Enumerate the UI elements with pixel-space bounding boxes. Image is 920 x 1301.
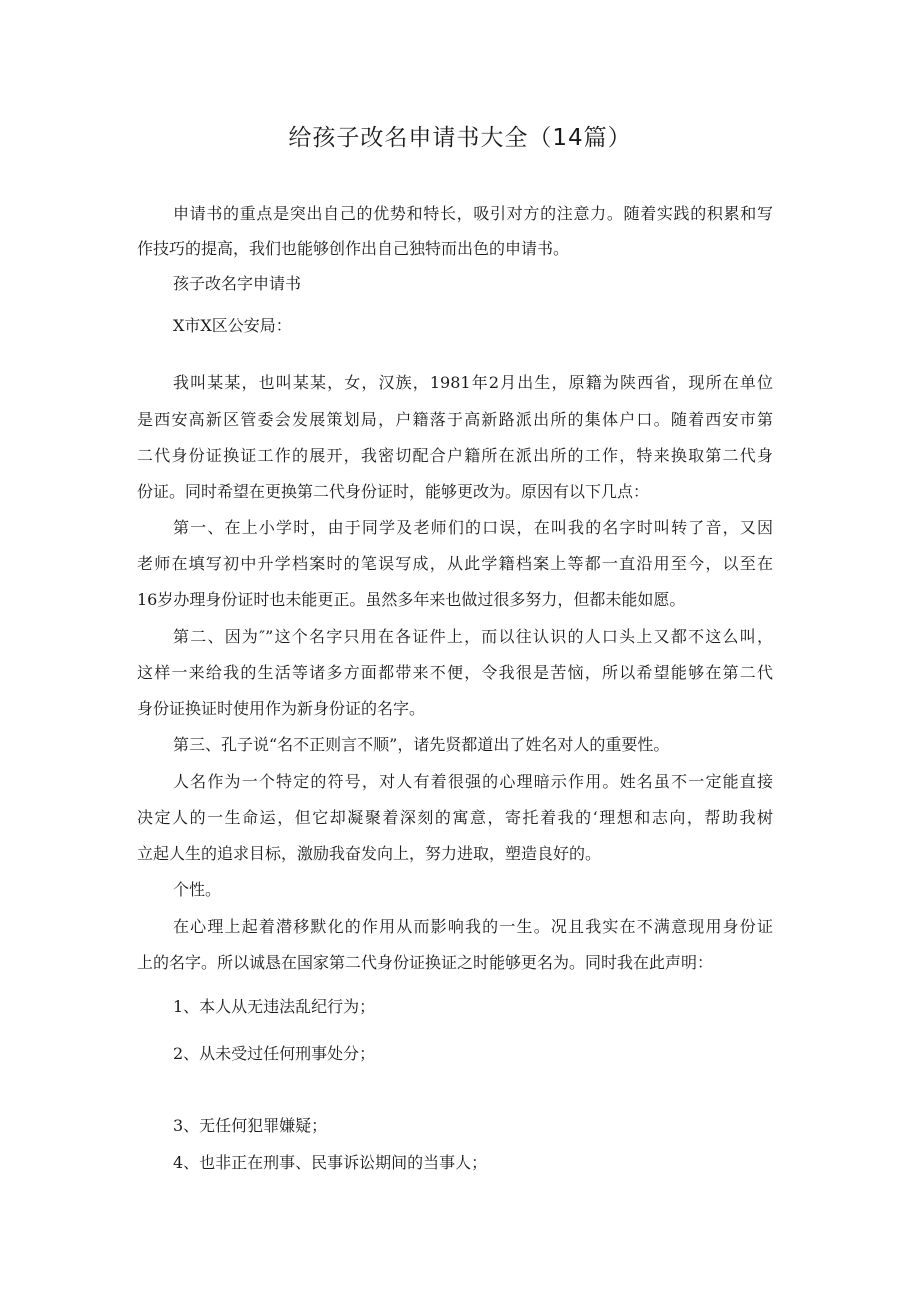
para1-line-3: 二代身份证换证工作的展开，我密切配合户籍所在派出所的工作，特来换取第二代身 — [137, 446, 773, 465]
para3-line-3: 身份证换证时使用作为新身份证的名字。 — [137, 699, 426, 718]
declaration-item: 4、也非正在刑事、民事诉讼期间的当事人； — [173, 1153, 488, 1172]
para3-line-1: 第二、因为″”这个名字只用在各证件上，而以往认识的人口头上又都不这么叫， — [173, 627, 773, 646]
para2-line-3: 16岁办理身份证时也未能更正。虽然多年来也做过很多努力，但都未能如愿。 — [137, 590, 686, 609]
para7-line-2: 上的名字。所以诚恳在国家第二代身份证换证之时能够更名为。同时我在此声明： — [137, 953, 714, 972]
para3-line-2: 这样一来给我的生活等诸多方面都带来不便，令我很是苦恼，所以希望能够在第二代 — [137, 663, 773, 682]
para6: 个性。 — [173, 880, 222, 899]
para7-line-1: 在心理上起着潜移默化的作用从而影响我的一生。况且我实在不满意现用身份证 — [173, 917, 773, 936]
para5-line-3: 立起人生的追求目标，激励我奋发向上，努力进取，塑造良好的。 — [137, 844, 602, 863]
para2-line-1: 第一、在上小学时，由于同学及老师们的口误，在叫我的名字时叫转了音，又因 — [173, 518, 773, 537]
declaration-item: 2、从未受过任何刑事处分； — [173, 1044, 376, 1063]
para1-line-1: 我叫某某，也叫某某，女，汉族，1981年2月出生，原籍为陕西省，现所在单位 — [173, 373, 773, 392]
para1-line-4: 份证。同时希望在更换第二代身份证时，能够更改为。原因有以下几点： — [137, 482, 650, 501]
declaration-item: 1、本人从无违法乱纪行为； — [173, 997, 376, 1016]
subtitle: 孩子改名字申请书 — [173, 274, 302, 293]
para2-line-2: 老师在填写初中升学档案时的笔误写成，从此学籍档案上等都一直沿用至今，以至在 — [137, 554, 773, 573]
para5-line-1: 人名作为一个特定的符号，对人有着很强的心理暗示作用。姓名虽不一定能直接 — [173, 772, 773, 791]
intro-line-2: 作技巧的提高，我们也能够创作出自己独特而出色的申请书。 — [137, 239, 570, 258]
document-title: 给孩子改名申请书大全（14篇） — [288, 125, 632, 151]
addressee: X市X区公安局： — [173, 316, 292, 335]
para5-line-2: 决定人的一生命运，但它却凝聚着深刻的寓意，寄托着我的‘理想和志向，帮助我树 — [137, 808, 773, 827]
para1-line-2: 是西安高新区管委会发展策划局，户籍落于高新路派出所的集体户口。随着西安市第 — [137, 410, 773, 429]
declaration-item: 3、无任何犯罪嫌疑； — [173, 1116, 328, 1135]
intro-line-1: 申请书的重点是突出自己的优势和特长，吸引对方的注意力。随着实践的积累和写 — [173, 204, 773, 223]
para4: 第三、孔子说“名不正则言不顺”，诸先贤都道出了姓名对人的重要性。 — [173, 735, 670, 754]
